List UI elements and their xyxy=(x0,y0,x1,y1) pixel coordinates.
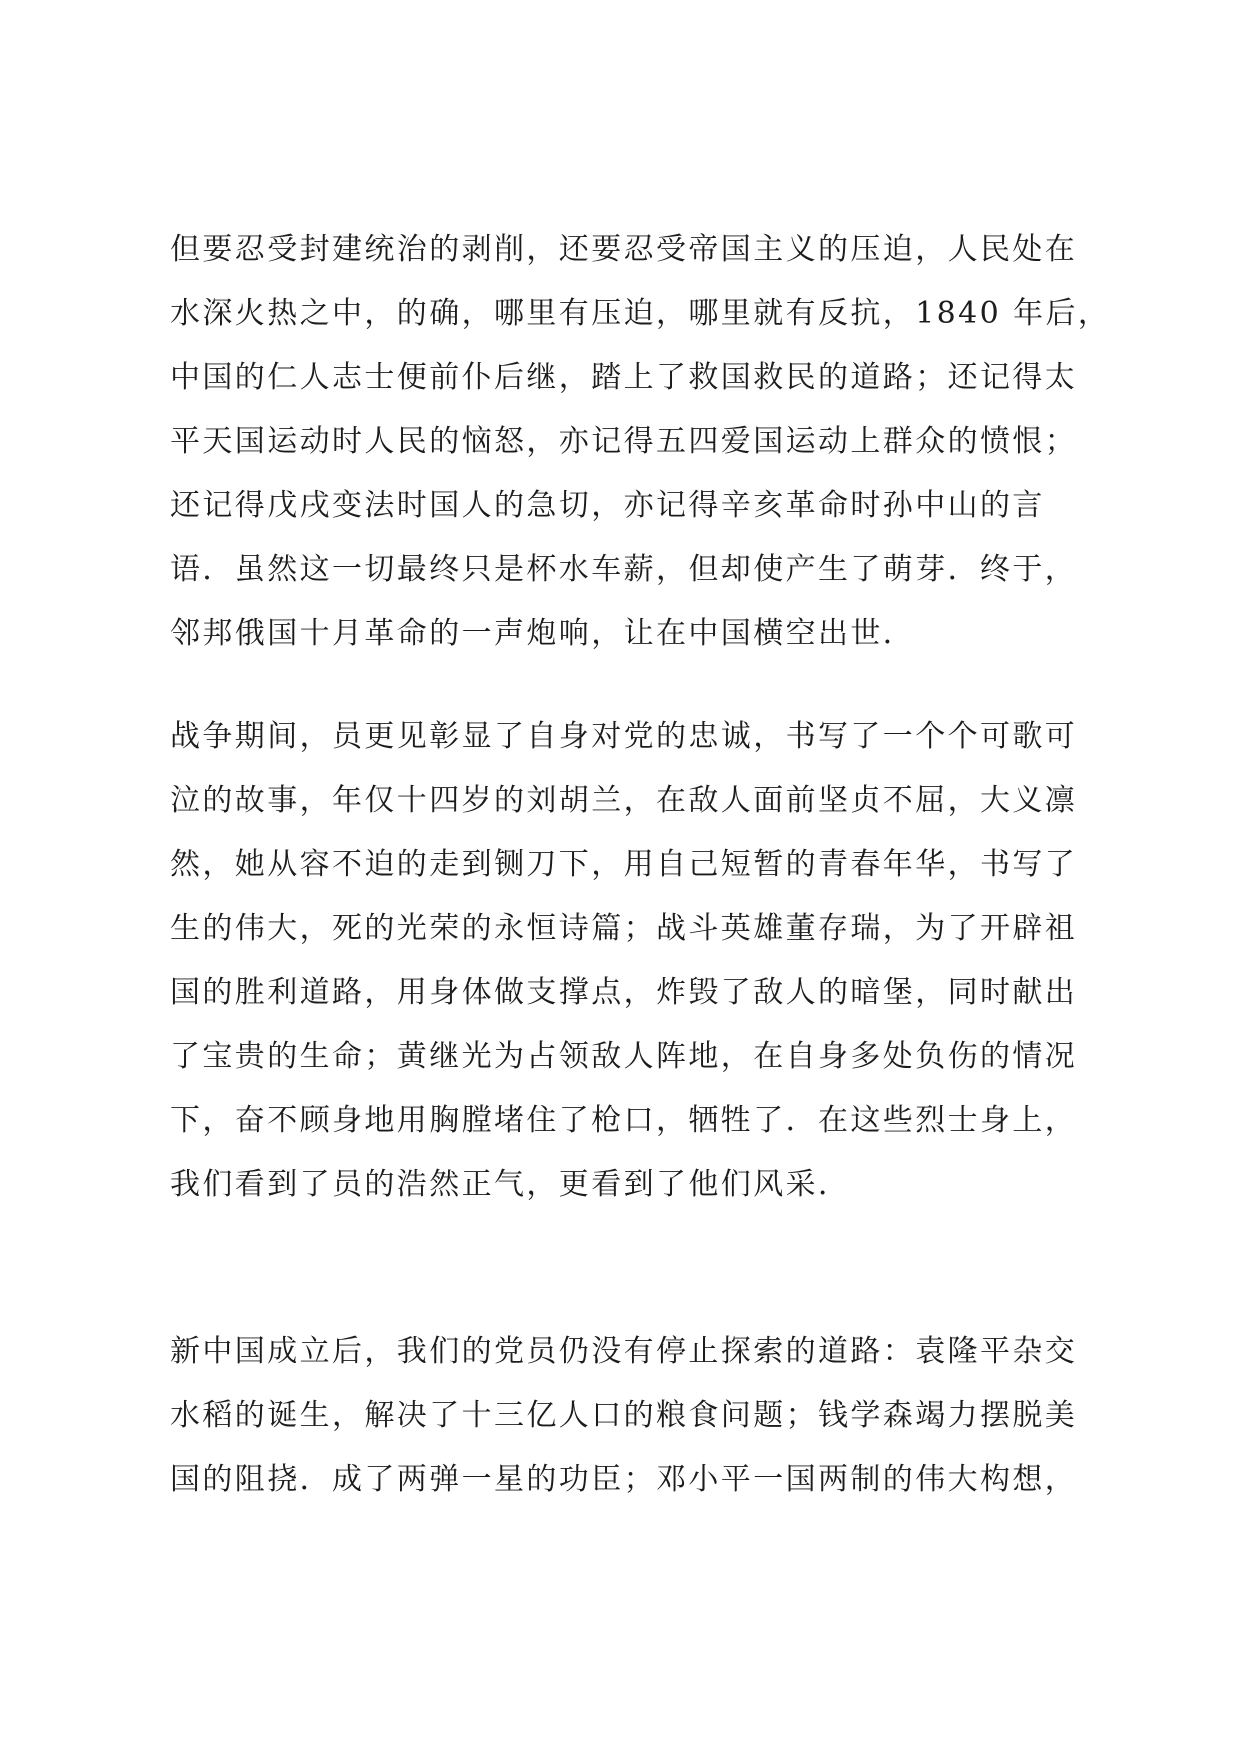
paragraph-line: 邻邦俄国十月革命的一声炮响，让在中国横空出世． xyxy=(170,616,916,651)
paragraph-line: 水稻的诞生，解决了十三亿人口的粮食问题；钱学森竭力摆脱美 xyxy=(170,1398,1078,1433)
paragraph-line: 还记得戊戌变法时国人的急切，亦记得辛亥革命时孙中山的言 xyxy=(170,488,1045,523)
paragraph-3 xyxy=(170,1320,1100,1512)
paragraph-line: 然，她从容不迫的走到铡刀下，用自己短暂的青春年华，书写了 xyxy=(170,847,1078,882)
paragraph-line: 语．虽然这一切最终只是杯水车薪，但却使产生了萌芽．终于， xyxy=(170,552,1078,587)
paragraph-line: 生的伟大，死的光荣的永恒诗篇；战斗英雄董存瑞，为了开辟祖 xyxy=(170,911,1078,946)
paragraph-line: 水深火热之中，的确，哪里有压迫，哪里就有反抗，1840 年后， xyxy=(170,296,1111,331)
paragraph-line: 新中国成立后，我们的党员仍没有停止探索的道路：袁隆平杂交 xyxy=(170,1334,1078,1369)
paragraph-2 xyxy=(170,705,1100,1217)
paragraph-line: 平天国运动时人民的恼怒，亦记得五四爱国运动上群众的愤恨； xyxy=(170,424,1078,459)
paragraph-line: 泣的故事，年仅十四岁的刘胡兰，在敌人面前坚贞不屈，大义凛 xyxy=(170,783,1078,818)
paragraph-line: 我们看到了员的浩然正气，更看到了他们风采． xyxy=(170,1167,851,1202)
paragraph-line: 下，奋不顾身地用胸膛堵住了枪口，牺牲了．在这些烈士身上， xyxy=(170,1103,1078,1138)
paragraph-line: 了宝贵的生命；黄继光为占领敌人阵地，在自身多处负伤的情况 xyxy=(170,1039,1078,1074)
paragraph-line: 但要忍受封建统治的剥削，还要忍受帝国主义的压迫，人民处在 xyxy=(170,232,1078,267)
paragraph-line: 国的胜利道路，用身体做支撑点，炸毁了敌人的暗堡，同时献出 xyxy=(170,975,1078,1010)
paragraph-line: 中国的仁人志士便前仆后继，踏上了救国救民的道路；还记得太 xyxy=(170,360,1078,395)
paragraph-line: 国的阻挠．成了两弹一星的功臣；邓小平一国两制的伟大构想， xyxy=(170,1462,1078,1497)
paragraph-1 xyxy=(170,218,1111,666)
paragraph-line: 战争期间，员更见彰显了自身对党的忠诚，书写了一个个可歌可 xyxy=(170,719,1078,754)
